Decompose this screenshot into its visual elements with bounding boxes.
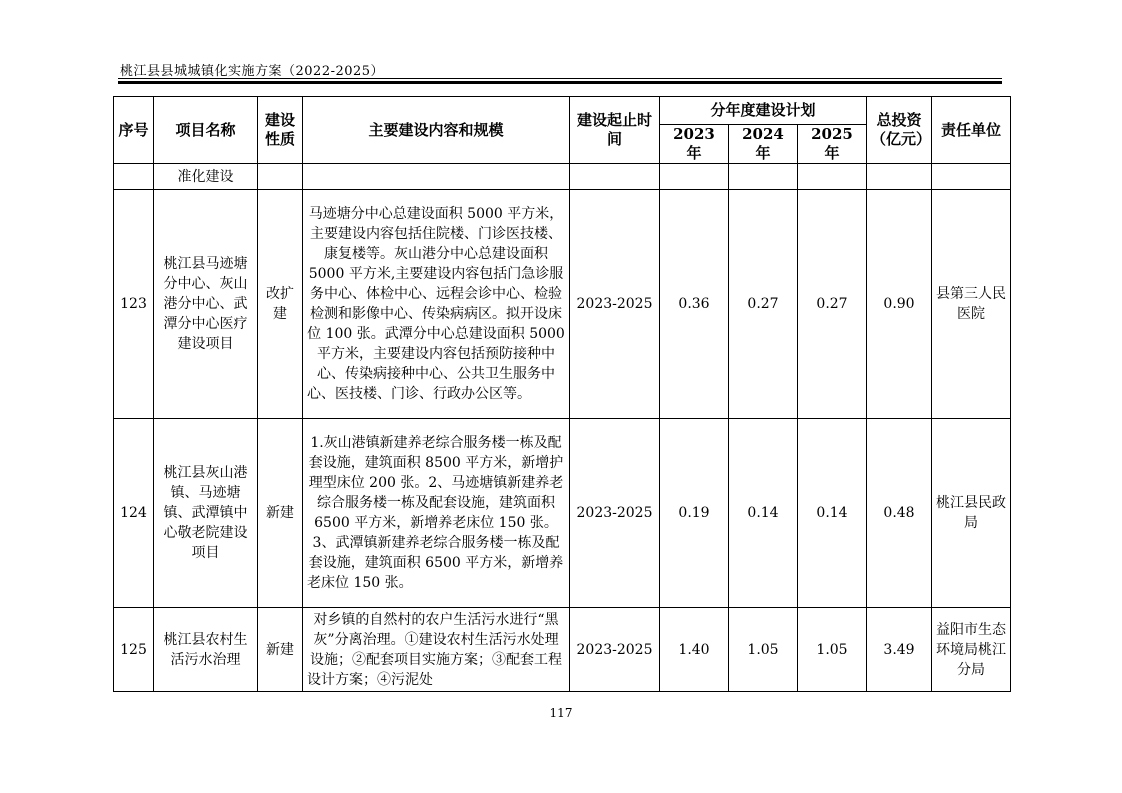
row-content: 1.灰山港镇新建养老综合服务楼一栋及配套设施，建筑面积 8500 平方米，新增护理型床位 200 张。2、马迹塘镇新建养老综合服务楼一栋及配套设施，建筑面积 6500 平方米，新增养老床位 150 张。3、武潭镇新建养老综合服务楼一栋及配套设施，建筑面积 6500 平方米，新增养老床位 150 张。 (303, 419, 570, 608)
row-2024: 1.05 (729, 608, 798, 692)
table-header-row (114, 97, 1011, 125)
row-2025: 0.14 (798, 419, 867, 608)
row-period: 2023-2025 (570, 608, 660, 692)
row-2024: 0.14 (729, 419, 798, 608)
document-header-title: 桃江县县城城镇化实施方案（2022-2025） (120, 64, 385, 79)
table-row (114, 190, 1011, 419)
header-rule-thin (118, 78, 1002, 79)
header-rule-thick (118, 81, 1002, 84)
row-project-name: 桃江县马迹塘分中心、灰山港分中心、武潭分中心医疗建设项目 (154, 190, 258, 419)
row-content: 对乡镇的自然村的农户生活污水进行“黑灰”分离治理。①建设农村生活污水处理设施；②配套项目实施方案；③配套工程设计方案；④污泥处 (303, 608, 570, 692)
header-unit: 责任单位 (932, 97, 1011, 164)
row-project-name: 桃江县农村生活污水治理 (154, 608, 258, 692)
row-seq: 123 (114, 190, 154, 419)
row-unit: 益阳市生态环境局桃江分局 (932, 608, 1011, 692)
row-total: 0.90 (867, 190, 932, 419)
row-total: 3.49 (867, 608, 932, 692)
row-2023: 1.40 (660, 608, 729, 692)
row-2023: 0.19 (660, 419, 729, 608)
row-nature: 新建 (258, 608, 303, 692)
header-name: 项目名称 (154, 97, 258, 164)
header-content: 主要建设内容和规模 (303, 97, 570, 164)
row-2023: 0.36 (660, 190, 729, 419)
header-nature: 建设性质 (258, 97, 303, 164)
row-period: 2023-2025 (570, 419, 660, 608)
row-unit: 县第三人民医院 (932, 190, 1011, 419)
page-number: 117 (549, 706, 573, 720)
project-table (113, 96, 1011, 692)
row-project-name: 桃江县灰山港镇、马迹塘镇、武潭镇中心敬老院建设项目 (154, 419, 258, 608)
row-seq: 125 (114, 608, 154, 692)
row-unit: 桃江县民政局 (932, 419, 1011, 608)
header-seq: 序号 (114, 97, 154, 164)
row-2025: 0.27 (798, 190, 867, 419)
row-2024: 0.27 (729, 190, 798, 419)
row-period: 2023-2025 (570, 190, 660, 419)
row-nature: 新建 (258, 419, 303, 608)
header-2025: 2025 年 (798, 125, 867, 164)
header-2024: 2024 年 (729, 125, 798, 164)
row-2025: 1.05 (798, 608, 867, 692)
row-total: 0.48 (867, 419, 932, 608)
table-row (114, 419, 1011, 608)
continuation-row (114, 164, 1011, 190)
row-seq: 124 (114, 419, 154, 608)
header-period: 建设起止时间 (570, 97, 660, 164)
header-total: 总投资（亿元） (867, 97, 932, 164)
header-annual-plan: 分年度建设计划 (660, 97, 867, 125)
table-row (114, 608, 1011, 692)
row-nature: 改扩建 (258, 190, 303, 419)
row-content: 马迹塘分中心总建设面积 5000 平方米，主要建设内容包括住院楼、门诊医技楼、康复楼等。灰山港分中心总建设面积 5000 平方米,主要建设内容包括门急诊服务中心、体检中心、远程会诊中心、检验检测和影像中心、传染病病区。拟开设床位 100 张。武潭分中心总建设面积 5000 平方米，主要建设内容包括预防接种中心、传染病接种中心、公共卫生服务中心、医技楼、门诊、行政办公区等。 (303, 190, 570, 419)
header-2023: 2023 年 (660, 125, 729, 164)
continuation-name: 准化建设 (154, 164, 258, 190)
